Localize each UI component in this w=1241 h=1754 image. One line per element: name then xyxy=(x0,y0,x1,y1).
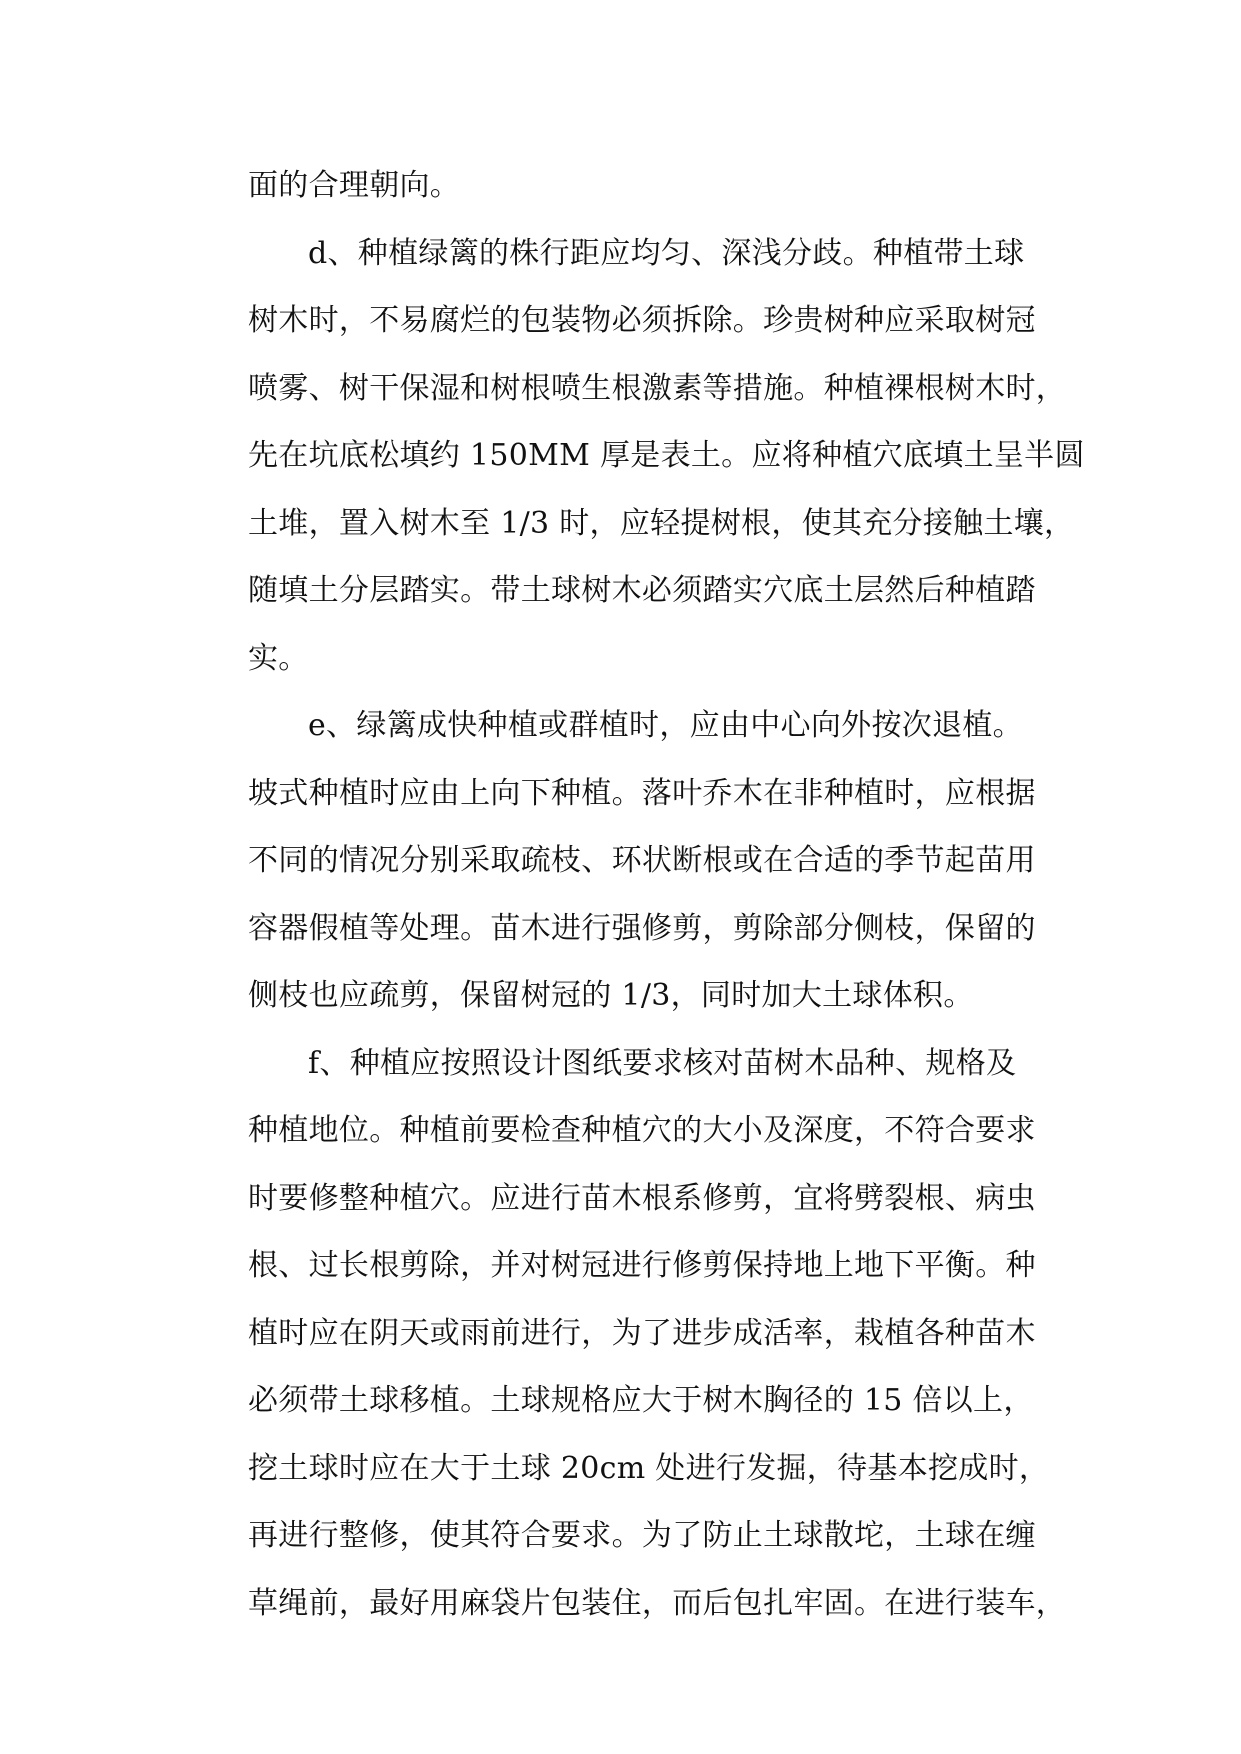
text-line: 种植地位。种植前要检查种植穴的大小及深度，不符合要求 xyxy=(248,1113,1036,1148)
document-page xyxy=(248,152,1085,1637)
text-line: 不同的情况分别采取疏枝、环状断根或在合适的季节起苗用 xyxy=(248,843,1036,878)
text-line: 时要修整种植穴。应进行苗木根系修剪，宜将劈裂根、病虫 xyxy=(248,1180,1036,1216)
text-line: 再进行整修，使其符合要求。为了防止土球散坨，土球在缠 xyxy=(248,1518,1036,1553)
text-line: 挖土球时应在大于土球 20cm 处进行发掘，待基本挖成时， xyxy=(248,1450,1050,1486)
paragraph-e-start: e、绿篱成快种植或群植时，应由中心向外按次退植。 xyxy=(308,708,1023,743)
paragraph-f-start: f、种植应按照设计图纸要求核对苗树木品种、规格及 xyxy=(308,1045,1017,1081)
text-line: 喷雾、树干保湿和树根喷生根激素等措施。种植裸根树木时， xyxy=(248,370,1067,406)
text-line: 树木时，不易腐烂的包装物必须拆除。珍贵树种应采取树冠 xyxy=(248,303,1036,338)
text-line: 实。 xyxy=(248,640,309,676)
text-line: 容器假植等处理。苗木进行强修剪，剪除部分侧枝，保留的 xyxy=(248,910,1036,946)
paragraph-d-start: d、种植绿篱的株行距应均匀、深浅分歧。种植带土球 xyxy=(308,235,1025,271)
text-line: 坡式种植时应由上向下种植。落叶乔木在非种植时，应根据 xyxy=(248,775,1036,811)
text-line: 植时应在阴天或雨前进行，为了进步成活率，栽植各种苗木 xyxy=(248,1315,1036,1351)
text-line: 先在坑底松填约 150MM 厚是表土。应将种植穴底填土呈半圆 xyxy=(248,438,1085,473)
text-line: 草绳前，最好用麻袋片包装住，而后包扎牢固。在进行装车， xyxy=(248,1585,1067,1621)
text-line: 侧枝也应疏剪，保留树冠的 1/3，同时加大土球体积。 xyxy=(248,978,974,1013)
text-line: 土堆，置入树木至 1/3 时，应轻提树根，使其充分接触土壤， xyxy=(248,505,1075,541)
text-line: 根、过长根剪除，并对树冠进行修剪保持地上地下平衡。种 xyxy=(248,1248,1036,1283)
text-line: 面的合理朝向。 xyxy=(248,168,461,203)
text-line: 随填土分层踏实。带土球树木必须踏实穴底土层然后种植踏 xyxy=(248,573,1036,608)
text-line: 必须带土球移植。土球规格应大于树木胸径的 15 倍以上， xyxy=(248,1383,1034,1418)
